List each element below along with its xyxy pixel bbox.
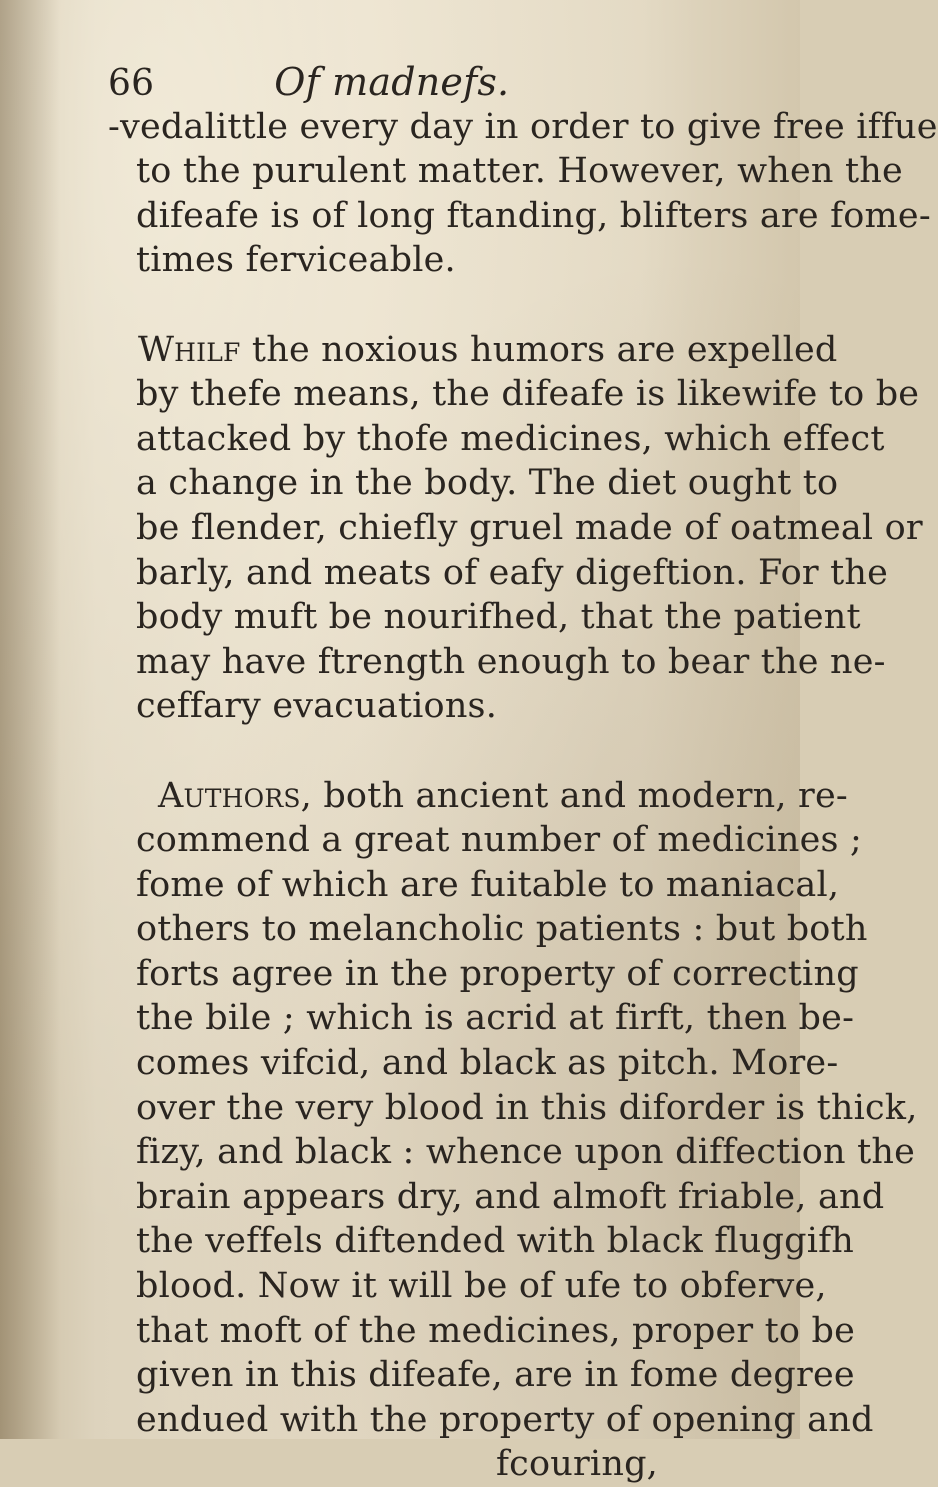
text-line: by thefe means, the difeafe is likewife to be xyxy=(136,374,920,415)
paragraph-opening-rest: , both ancient and modern, re- xyxy=(300,775,848,816)
text-line: ceffary evacuations. xyxy=(136,686,498,727)
text-line: fizy, and black : whence upon diffection the xyxy=(136,1132,916,1173)
text-line: fome of which are fuitable to maniacal, xyxy=(136,864,840,905)
paragraph-opening-line xyxy=(108,774,848,819)
text-line: may have ftrength enough to bear the ne- xyxy=(136,641,886,682)
paragraph-opening-line xyxy=(108,328,838,373)
page-number: 66 xyxy=(108,63,155,104)
paragraph-first-word: Authors xyxy=(158,775,301,816)
paragraph-1 xyxy=(108,105,938,283)
running-head: Of madnefs. xyxy=(274,60,510,104)
text-line: body muft be nourifhed, that the patient xyxy=(136,597,861,638)
text-line: blood. Now it will be of ufe to obferve, xyxy=(136,1266,827,1307)
text-line: others to melancholic patients : but both xyxy=(136,909,868,950)
text-line: comes vifcid, and black as pitch. More- xyxy=(136,1043,839,1084)
text-line: to the purulent matter. However, when the xyxy=(136,151,903,192)
page-gutter-shadow xyxy=(0,0,60,1439)
text-line: endued with the property of opening and xyxy=(136,1399,874,1440)
catchword: fcouring, xyxy=(496,1444,658,1485)
text-line: the bile ; which is acrid at firft, then be- xyxy=(136,998,855,1039)
text-line: forts agree in the property of correcting xyxy=(136,953,859,994)
text-line: be flender, chiefly gruel made of oatmeal or xyxy=(136,507,923,548)
paragraph-first-word: Whilf xyxy=(138,329,241,370)
text-line: given in this difeafe, are in fome degree xyxy=(136,1355,855,1396)
text-line: barly, and meats of eafy digeftion. For the xyxy=(136,552,889,593)
text-line: that moft of the medicines, proper to be xyxy=(136,1310,855,1351)
page-text-block xyxy=(108,60,938,1487)
text-line: difeafe is of long ftanding, blifters are fome- xyxy=(136,195,931,236)
text-line: -vedalittle every day in order to give free iffue xyxy=(108,106,938,147)
text-line: attacked by thofe medicines, which effect xyxy=(136,418,885,459)
text-line: the veffels diftended with black fluggifh xyxy=(136,1221,855,1262)
paragraph-opening-rest: the noxious humors are expelled xyxy=(240,329,838,370)
text-line: over the very blood in this diforder is thick, xyxy=(136,1087,918,1128)
text-line: brain appears dry, and almoft friable, and xyxy=(136,1176,885,1217)
text-line: a change in the body. The diet ought to xyxy=(136,463,839,504)
paragraph-2 xyxy=(108,328,923,729)
text-line: commend a great number of medicines ; xyxy=(136,820,862,861)
paragraph-3 xyxy=(108,774,918,1443)
page-header xyxy=(108,60,768,105)
text-line: times ferviceable. xyxy=(136,240,456,281)
